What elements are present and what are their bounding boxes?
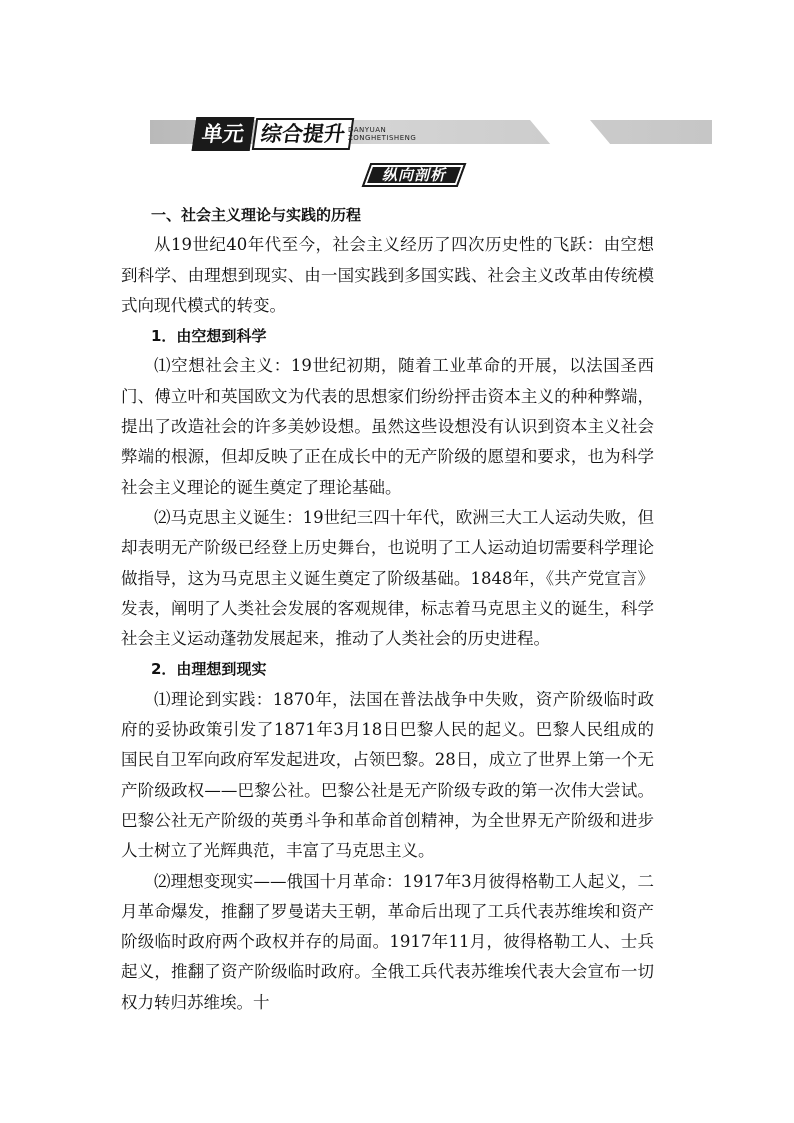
unit-title-badge: 综合提升 xyxy=(252,118,354,150)
pinyin-caption xyxy=(348,126,416,142)
paragraph: ⑵理想变现实——俄国十月革命：1917年3月彼得格勒工人起义，二月革命爆发，推翻了罗曼诺夫王朝，革命后出现了工兵代表苏维埃和资产阶级临时政府两个政权并存的局面。1917年11月，彼得格勒工人、士兵起义，推翻了资产阶级临时政府。全俄工兵代表苏维埃代表大会宣布一切权力转归苏维埃。十 xyxy=(121,871,654,1012)
paragraph: ⑴空想社会主义：19世纪初期，随着工业革命的开展，以法国圣西门、傅立叶和英国欧文为代表的思想家们纷纷抨击资本主义的种种弊端，提出了改造社会的许多美妙设想。虽然这些设想没有认识到资本主义社会弊端的根源，但却反映了正在成长中的无产阶级的愿望和要求，也为科学社会主义理论的诞生奠定了理论基础。 xyxy=(121,356,654,497)
subsection-heading: 1．由空想到科学 xyxy=(151,327,267,346)
pinyin-line-1: DANYUAN xyxy=(348,126,387,134)
subsection-heading: 2．由理想到现实 xyxy=(151,660,267,679)
paragraph: 从19世纪40年代至今，社会主义经历了四次历史性的飞跃：由空想到科学、由理想到现实、由一国实践到多国实践、社会主义改革由传统模式向现代模式的转变。 xyxy=(121,235,654,315)
section-tag xyxy=(366,163,462,187)
section-heading: 一、社会主义理论与实践的历程 xyxy=(151,206,362,224)
section-tag-label: 纵向剖析 xyxy=(381,166,446,184)
unit-header-banner xyxy=(150,120,712,144)
unit-badge: 单元 xyxy=(192,117,255,151)
paragraph: ⑵马克思主义诞生：19世纪三四十年代，欧洲三大工人运动失败，但却表明无产阶级已经登上历史舞台，也说明了工人运动迫切需要科学理论做指导，这为马克思主义诞生奠定了阶级基础。1848年，《共产党宣言》发表，阐明了人类社会发展的客观规律，标志着马克思主义的诞生，科学社会主义运动蓬勃发展起来，推动了人类社会的历史进程。 xyxy=(121,507,654,649)
document-body xyxy=(121,200,654,1018)
paragraph: ⑴理论到实践：1870年，法国在普法战争中失败，资产阶级临时政府的妥协政策引发了1871年3月18日巴黎人民的起义。巴黎人民组成的国民自卫军向政府军发起进攻，占领巴黎。28日，成立了世界上第一个无产阶级政权——巴黎公社。巴黎公社是无产阶级专政的第一次伟大尝试。巴黎公社无产阶级的英勇斗争和革命首创精神，为全世界无产阶级和进步人士树立了光辉典范，丰富了马克思主义。 xyxy=(121,689,654,861)
pinyin-line-2: ZONGHETISHENG xyxy=(348,134,417,142)
